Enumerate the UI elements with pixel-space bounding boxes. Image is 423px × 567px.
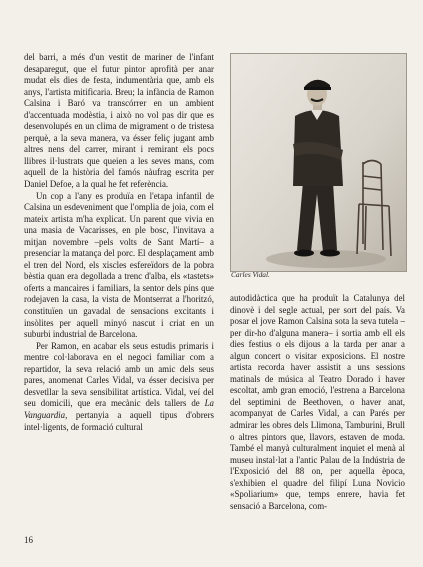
portrait-illustration	[231, 54, 406, 271]
paragraph	[24, 341, 214, 433]
newspaper-title: La Vanguardia	[24, 398, 214, 420]
photo-caption: Carles Vidal.	[231, 270, 270, 279]
right-text-column	[230, 293, 405, 512]
paragraph-text: , pertanyia a aquell tipus d'obrers intel·ligents, de formació cultural	[24, 409, 214, 432]
paragraph-text: Per Ramon, en acabar els seus estudis primaris i mentre col·laborava en el negoci familiar com a repartidor, la seva relació amb un amic dels seus pares, anomenat Carles Vidal, va ésser decisiva per desvetllar la seva sensibilitat artística. Vidal, veí del seu domicili, que era mecànic dels tallers de	[24, 340, 214, 409]
paragraph: Un cop a l'any es produïa en l'etapa infantil de Calsina un esdeveniment que l'omplia de joia, com el mateix artista m'ha explicat. Un parent que vivia en una masia de Vacarisses, en ple bosc, l'invitava a mitjan novembre –pels volts de Sant Martí– a presenciar la matança del porc. El desplaçament amb el tren del Nord, els xiscles esfereïdors de la pobra bèstia quan era degollada a trenc d'alba, els «tastets» oferts a mancaires i familiars, la sentor dels pins que rodejaven la casa, la vista de Montserrat a l'horitzó, constituïen un gavadal de sensacions excitants i insòlites per aquell minyó nascut i criat en un suburbi industrial de Barcelona.	[24, 190, 214, 340]
portrait-photograph	[230, 53, 407, 272]
page-number: 16	[24, 535, 33, 545]
left-text-column	[24, 52, 214, 433]
paragraph: autodidàctica que ha produït la Catalunya del dinovè i del segle actual, per sort del país. Va posar el jove Ramon Calsina sota la seva tutela –per dir-ho d'alguna manera– i sortia amb ell els dies festius o els dijous a la tarda per anar a algun concert o visitar exposicions. El nostre artista recorda haver assistit a uns sessions matinals de música al Teatro Dorado i haver escoltat, amb gran emoció, l'estrena a Barcelona del septimini de Beethoven, o haver anat, acompanyat de Carles Vidal, a can Parés per admirar les obres dels Llimona, Tamburini, Brull o altres pintors que, llavors, estaven de moda. També el manyà culturalment inquiet el menà al museu instal·lat a l'antic Palau de la Indústria de l'Exposició del 88 on, per aquella època, s'exhibien el quadre del filipí Luna Novicio «Spoliarium» que, temps enrere, havia fet sensació a Barcelona, com-	[230, 293, 405, 511]
paragraph: del barri, a més d'un vestit de mariner de l'infant desaparegut, que el futur pintor aprofità per anar mudat els dies de festa, indumentària que, amb els anys, l'artista mitificaria. Breu; la infància de Ramon Calsina i Baró va transcórrer en un ambient d'accentuada modèstia, i això no vol pas dir que es desenvolupés en un clima de migrament o de tristesa perquè, a la seva manera, va ésser feliç jugant amb altres nens del carrer, mirant i remirant els pocs llibres il·lustrats que queien a les seves mans, com aquell de la història del famós nàufrag escrita per Daniel Defoe, a la qual he fet referència.	[24, 52, 214, 190]
